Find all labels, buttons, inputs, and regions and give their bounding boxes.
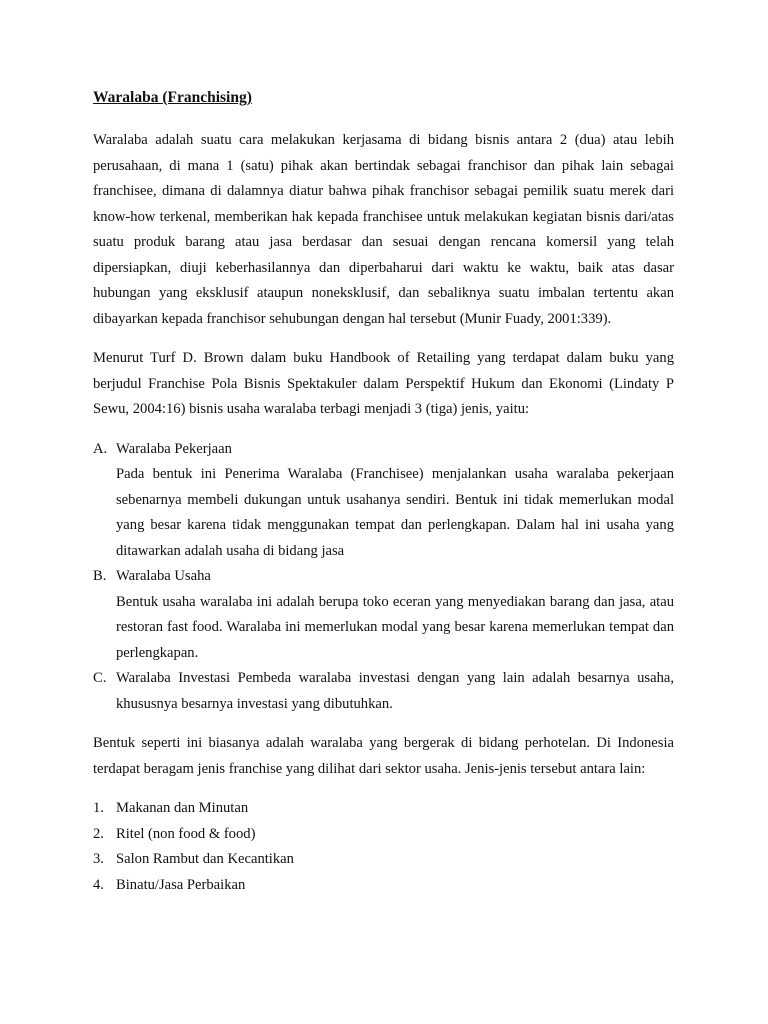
sector-label: Ritel (non food & food) — [116, 825, 256, 842]
franchise-types-list — [93, 437, 674, 718]
list-item-type-c — [93, 666, 674, 717]
document-title: Waralaba (Franchising) — [93, 89, 252, 106]
intro-paragraph: Waralaba adalah suatu cara melakukan kerjasama di bidang bisnis antara 2 (dua) atau lebih perusahaan, di mana 1 (satu) pihak akan bertindak sebagai franchisor dan pihak lain sebagai franchisee, dimana di dalamnya diatur bahwa pihak franchisor sebagai pemilik suatu merek dari know-how terkenal, memberikan hak kepada franchisee untuk melakukan kegiatan bisnis dari/atas suatu produk barang atau jasa berdasar dan sesuai dengan rencana komersil yang telah dipersiapkan, diuji keberhasilannya dan diperbaharui dari waktu ke waktu, baik atas dasar hubungan yang eksklusif ataupun noneksklusif, dan sebaliknya suatu imbalan tertentu akan dibayarkan kepada franchisor sehubungan dengan hal tersebut (Munir Fuady, 2001:339). — [93, 132, 674, 327]
list-marker: B. — [93, 568, 107, 584]
list-marker: 4. — [93, 876, 104, 893]
list-item-type-a — [93, 437, 674, 565]
list-item — [93, 822, 674, 848]
sector-label: Makanan dan Minutan — [116, 800, 249, 816]
type-description: Bentuk usaha waralaba ini adalah berupa toko eceran yang menyediakan barang dan jasa, atau restoran fast food. Waralaba ini memerlukan modal yang besar karena memerlukan tempat dan perlengkapan. — [116, 593, 674, 661]
list-item — [93, 847, 674, 873]
list-marker: 1. — [93, 800, 104, 816]
list-marker: 3. — [93, 851, 104, 867]
list-item-type-b — [93, 564, 674, 666]
list-item — [93, 873, 674, 899]
document-page — [93, 86, 674, 898]
list-marker: A. — [93, 440, 108, 457]
sector-label: Salon Rambut dan Kecantikan — [116, 851, 294, 867]
list-marker: C. — [93, 670, 107, 686]
type-heading: Waralaba Pekerjaan — [116, 440, 232, 457]
types-intro-paragraph: Menurut Turf D. Brown dalam buku Handbook of Retailing yang terdapat dalam buku yang berjudul Franchise Pola Bisnis Spektakuler dalam Perspektif Hukum dan Ekonomi (Lindaty P Sewu, 2004:16) bisnis usaha waralaba terbagi menjadi 3 (tiga) jenis, yaitu: — [93, 350, 674, 417]
list-marker: 2. — [93, 825, 104, 842]
type-heading: Waralaba Investasi Pembeda waralaba investasi dengan yang lain adalah besarnya usaha, khususnya besarnya investasi yang dibutuhkan. — [116, 670, 674, 712]
sectors-list — [93, 796, 674, 898]
sectors-intro-paragraph: Bentuk seperti ini biasanya adalah waralaba yang bergerak di bidang perhotelan. Di Indonesia terdapat beragam jenis franchise yang dilihat dari sektor usaha. Jenis-jenis tersebut antara lain: — [93, 735, 674, 777]
list-item — [93, 796, 674, 822]
type-heading: Waralaba Usaha — [116, 568, 211, 584]
type-description: Pada bentuk ini Penerima Waralaba (Franchisee) menjalankan usaha waralaba pekerjaan sebenarnya membeli dukungan untuk usahanya sendiri. Bentuk ini tidak memerlukan modal yang besar karena tidak menggunakan tempat dan perlengkapan. Dalam hal ini usaha yang ditawarkan adalah usaha di bidang jasa — [116, 466, 674, 559]
sector-label: Binatu/Jasa Perbaikan — [116, 876, 246, 893]
